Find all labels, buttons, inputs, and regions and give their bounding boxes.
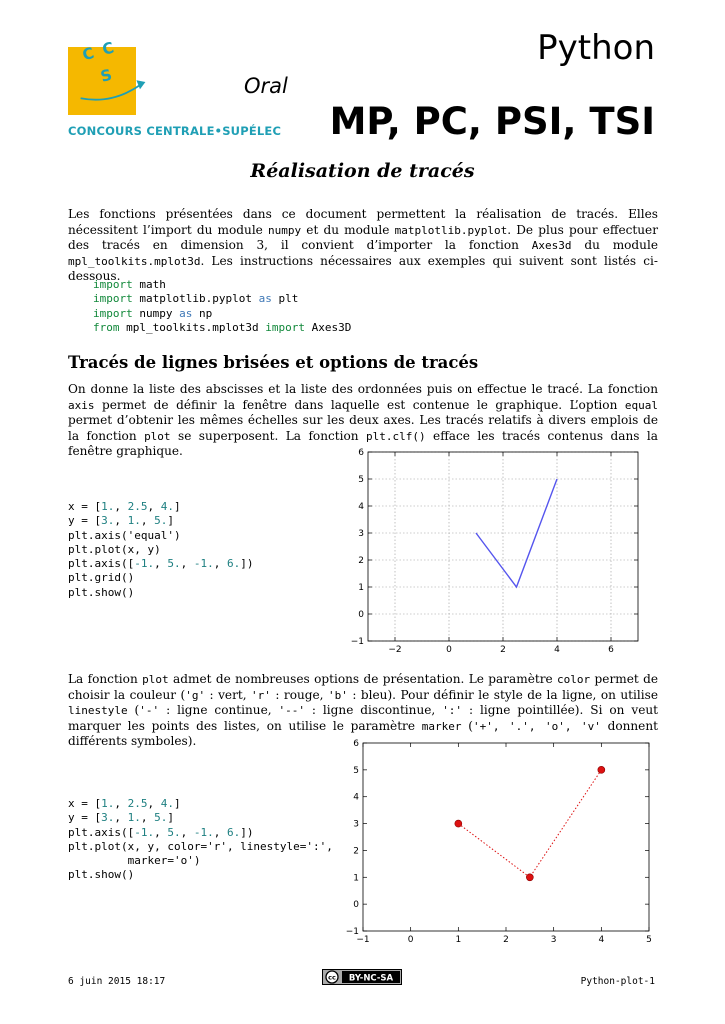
line-chart-2 [342, 737, 662, 949]
y-tick-label: −1 [350, 637, 364, 647]
code-example-2: x = [1., 2.5, 4.] y = [3., 1., 5.] plt.axis([-1., 5., -1., 6.]) plt.plot(x, y, color='r', linestyle=':', marker='o') plt.show() [68, 797, 333, 882]
document-title: Réalisation de tracés [250, 160, 475, 182]
y-tick-label: 6 [353, 739, 359, 749]
logo-letter-2: C [100, 38, 116, 59]
x-tick-label: −2 [388, 645, 402, 655]
footer-page-id: Python-plot-1 [580, 976, 655, 987]
x-tick-label: 4 [598, 935, 605, 945]
x-tick-label: 4 [554, 645, 560, 655]
plot-frame [363, 743, 649, 931]
logo-swoosh [81, 84, 142, 100]
x-tick-label: 0 [407, 935, 414, 945]
y-tick-label: −1 [345, 927, 359, 937]
intro-paragraph: Les fonctions présentées dans ce document permettent la réalisation de tracés. Elles nécessitent l’import du module numpy et du module matplotlib.pyplot. De plus pour effectuer des tracés en dimension 3, il convient d’importer la fonction Axes3d du module mpl_toolkits.mplot3d. Les instructions nécessaires aux exemples qui suivent sont listés ci-dessous. [68, 207, 658, 284]
y-tick-label: 4 [353, 792, 359, 803]
y-tick-label: 1 [358, 583, 364, 593]
classes-title: MP, PC, PSI, TSI [329, 100, 655, 143]
y-tick-label: 5 [353, 765, 359, 776]
y-tick-label: 2 [358, 556, 364, 566]
footer-date: 6 juin 2015 18:17 [68, 976, 166, 987]
logo-arrow-head [136, 80, 145, 89]
oral-label: Oral [244, 74, 288, 98]
x-tick-label: 1 [455, 935, 462, 945]
x-tick-label: 2 [503, 935, 509, 945]
x-tick-label: −1 [356, 935, 370, 945]
imports-code: import math import matplotlib.pyplot as plt import numpy as np from mpl_toolkits.mplot3d import Axes3D [93, 278, 352, 334]
y-tick-label: 5 [358, 475, 364, 485]
license-text: BY-NC-SA [348, 973, 394, 984]
ccs-logo [68, 33, 158, 113]
logo-letter-3: S [98, 65, 114, 86]
y-tick-label: 6 [358, 448, 364, 458]
data-point [526, 874, 533, 881]
y-tick-label: 1 [353, 873, 359, 884]
logo-letter-1: C [80, 43, 97, 65]
code-example-1: x = [1., 2.5, 4.] y = [3., 1., 5.] plt.axis('equal') plt.plot(x, y) plt.axis([-1., 5., -1., 6.]) plt.grid() plt.show() [68, 500, 254, 599]
x-tick-label: 2 [500, 645, 506, 655]
y-tick-label: 0 [358, 610, 364, 620]
cc-license-badge[interactable] [322, 969, 402, 985]
y-tick-label: 4 [358, 502, 364, 512]
x-tick-label: 6 [608, 645, 614, 655]
plot-options-paragraph: La fonction plot admet de nombreuses options de présentation. Le paramètre color permet de choisir la couleur ('g' : vert, 'r' : rouge, 'b' : bleu). Pour définir le style de la ligne, on utilise linestyle ('-' : ligne continue, '--' : ligne discontinue, ':' : ligne pointillée). Si on veut marquer les points des listes, on utilise le paramètre marker ('+', '.', 'o', 'v' donnent différents symboles). [68, 672, 659, 749]
line-chart-1 [342, 446, 642, 656]
section1-paragraph: On donne la liste des abscisses et la liste des ordonnées puis on effectue le tracé. La fonction axis permet de définir la fenêtre dans laquelle est contenue le graphique. L’option equal permet d’obtenir les mêmes échelles sur les deux axes. Les tracés relatifs à divers emplois de la fonction plot se superposent. La fonction plt.clf() efface les tracés contenus dans la fenêtre graphique. [68, 382, 659, 459]
section-title: Tracés de lignes brisées et options de tracés [68, 353, 479, 372]
y-tick-label: 3 [353, 819, 359, 830]
logo-text: CONCOURS CENTRALE•SUPÉLEC [68, 124, 282, 138]
data-point [598, 766, 605, 773]
y-tick-label: 3 [358, 529, 364, 539]
data-point [455, 820, 462, 827]
y-tick-label: 0 [353, 900, 359, 911]
x-tick-label: 0 [446, 645, 452, 655]
x-tick-label: 3 [550, 935, 557, 945]
x-tick-label: 5 [646, 935, 652, 945]
y-tick-label: 2 [353, 846, 359, 857]
subject-title: Python [537, 28, 655, 68]
series-line [458, 770, 601, 877]
cc-icon-text: cc [328, 973, 336, 982]
